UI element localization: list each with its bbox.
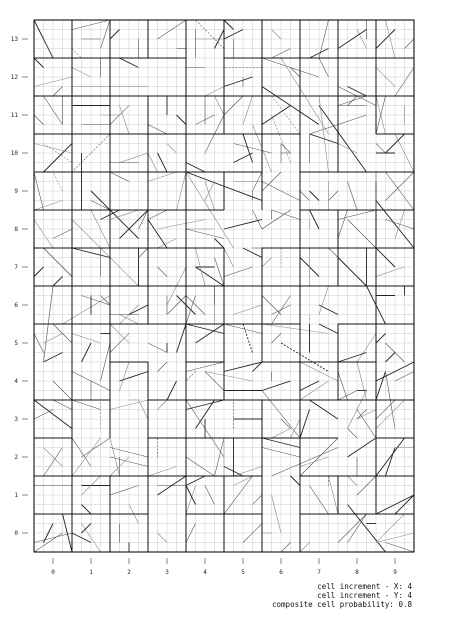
random-line	[376, 267, 405, 277]
x-tick-label: 6	[279, 569, 283, 576]
random-line	[262, 258, 272, 268]
random-line	[376, 372, 386, 401]
random-line	[34, 115, 44, 125]
random-line	[53, 87, 63, 97]
y-tick-label: 6	[14, 302, 18, 309]
random-line	[272, 334, 282, 344]
random-line	[348, 182, 358, 211]
random-line	[234, 305, 263, 315]
x-tick-label: 1	[89, 569, 93, 576]
y-tick-label: 5	[14, 340, 18, 347]
random-line	[148, 467, 177, 477]
y-tick-label: 8	[14, 226, 18, 233]
random-line	[44, 248, 73, 277]
random-line	[186, 372, 196, 382]
random-line	[158, 533, 168, 543]
random-line	[72, 49, 82, 59]
random-line	[110, 486, 139, 496]
random-line	[120, 106, 130, 135]
y-tick-label: 3	[14, 416, 18, 423]
random-line	[34, 58, 44, 68]
random-line	[262, 324, 329, 334]
y-tick-label: 2	[14, 454, 18, 461]
random-line	[167, 144, 177, 154]
x-tick-label: 9	[393, 569, 397, 576]
random-line	[158, 400, 168, 410]
random-line	[44, 144, 73, 173]
random-line	[376, 334, 386, 344]
random-line	[101, 20, 111, 49]
random-line	[215, 258, 225, 287]
random-line	[300, 410, 310, 439]
x-tick-label: 3	[165, 569, 169, 576]
random-line	[243, 134, 253, 163]
random-line	[205, 182, 215, 211]
random-line	[82, 524, 92, 534]
random-line	[348, 220, 377, 249]
random-line	[148, 172, 177, 182]
random-line	[158, 220, 206, 230]
random-line	[186, 486, 196, 515]
y-tick-label: 10	[10, 150, 18, 157]
y-tick-label: 9	[14, 188, 18, 195]
x-tick-label: 5	[241, 569, 245, 576]
x-tick-label: 8	[355, 569, 359, 576]
random-line	[177, 115, 187, 125]
random-line	[348, 476, 358, 486]
random-line	[405, 39, 415, 49]
y-tick-label: 4	[14, 378, 18, 385]
random-line	[262, 381, 291, 391]
caption	[272, 582, 412, 609]
random-line	[281, 343, 329, 372]
random-line	[186, 296, 196, 325]
y-tick-label: 12	[10, 74, 18, 81]
random-line	[224, 20, 234, 30]
random-line	[110, 30, 120, 40]
x-tick-label: 2	[127, 569, 131, 576]
caption-y-increment: cell increment - Y: 4	[317, 591, 412, 600]
random-line	[338, 96, 367, 106]
random-line	[272, 30, 282, 40]
random-line	[376, 144, 386, 154]
y-tick-label: 7	[14, 264, 18, 271]
random-line	[329, 191, 339, 201]
random-line	[338, 258, 367, 287]
random-line	[224, 77, 253, 87]
random-line	[34, 267, 44, 277]
random-line	[224, 267, 253, 277]
random-line	[234, 467, 263, 477]
random-line	[386, 172, 415, 201]
y-tick-label: 1	[14, 492, 18, 499]
random-line	[120, 153, 149, 163]
random-line	[386, 543, 415, 553]
y-tick-label: 11	[10, 112, 18, 119]
random-line	[63, 296, 111, 325]
random-line	[300, 191, 310, 201]
random-line	[272, 448, 339, 477]
random-line	[196, 20, 225, 49]
random-line	[253, 495, 263, 505]
random-line	[300, 543, 310, 553]
random-line	[338, 514, 367, 543]
random-line	[272, 210, 301, 220]
caption-x-increment: cell increment - X: 4	[317, 582, 412, 591]
y-tick-labels	[11, 36, 19, 537]
random-line	[243, 324, 253, 353]
random-line	[215, 239, 225, 249]
y-tick-label: 13	[10, 36, 18, 43]
random-line	[291, 476, 301, 486]
random-line	[72, 334, 101, 344]
random-line	[281, 543, 291, 553]
random-line	[243, 96, 253, 125]
random-line	[386, 353, 396, 363]
x-tick-labels	[51, 569, 397, 576]
random-line	[82, 296, 111, 306]
random-line	[319, 286, 329, 315]
random-line	[281, 144, 291, 154]
random-line	[53, 277, 63, 287]
random-line	[120, 362, 130, 391]
random-line	[310, 191, 320, 201]
random-line	[158, 267, 168, 277]
random-line	[348, 429, 358, 439]
y-tick-label: 0	[14, 530, 18, 537]
random-line	[357, 410, 367, 420]
random-line	[177, 324, 187, 353]
random-line	[338, 210, 348, 239]
x-tick-label: 0	[51, 569, 55, 576]
random-line	[205, 372, 253, 382]
random-line	[158, 362, 168, 372]
caption-probability: composite cell probability: 0.8	[272, 600, 412, 609]
random-line	[120, 372, 149, 382]
random-line	[34, 201, 63, 211]
random-line	[376, 400, 405, 429]
random-line	[376, 514, 405, 543]
random-line	[319, 106, 367, 173]
random-line	[72, 400, 101, 410]
random-line	[139, 248, 149, 258]
x-tick-label: 7	[317, 569, 321, 576]
x-tick-label: 4	[203, 569, 207, 576]
random-line	[82, 505, 92, 515]
random-line	[338, 353, 367, 363]
random-line	[91, 191, 139, 239]
